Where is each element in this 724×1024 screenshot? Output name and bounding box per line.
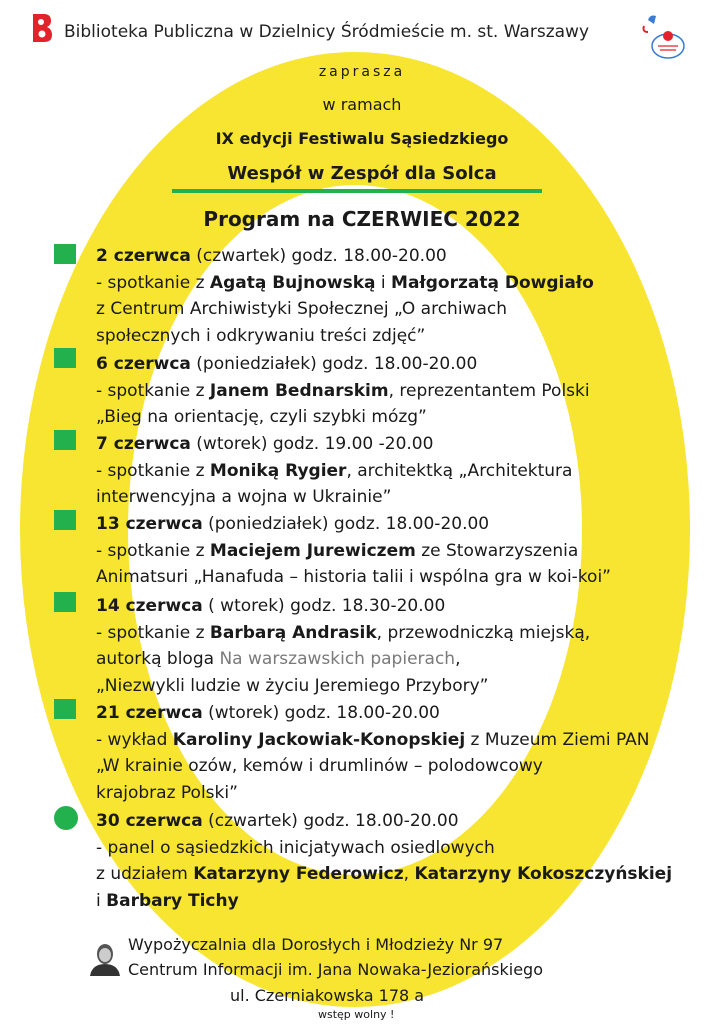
event-heading bbox=[96, 514, 489, 534]
intro-invites: zaprasza bbox=[318, 64, 406, 80]
event-description-line: - spotkanie z Moniką Rygier, architektką „Architektura bbox=[96, 460, 573, 481]
event-date: 30 czerwca bbox=[96, 811, 203, 831]
speaker-name: Barbarą Andrasik bbox=[209, 622, 377, 643]
speaker-name: Janem Bednarskim bbox=[209, 380, 389, 401]
program-title-prefix: Program na bbox=[203, 207, 342, 231]
event-bullet bbox=[54, 592, 76, 612]
event-time: ( wtorek) godz. 18.30-20.00 bbox=[202, 596, 446, 616]
event-date: 13 czerwca bbox=[96, 514, 203, 534]
event-description-line: z Centrum Archiwistyki Społecznej „O archiwach bbox=[96, 299, 507, 319]
event-date: 6 czerwca bbox=[96, 354, 191, 374]
speaker-name: Małgorzatą Dowgiało bbox=[391, 272, 594, 293]
event-time: (wtorek) godz. 19.00 -20.00 bbox=[190, 434, 434, 454]
event-description-line: - spotkanie z Agatą Bujnowską i Małgorzatą Dowgiało bbox=[96, 272, 594, 293]
event-bullet bbox=[54, 510, 76, 530]
event-heading bbox=[96, 703, 440, 723]
speaker-name: Katarzyny Kokoszczyńskiej bbox=[414, 864, 673, 884]
event-heading bbox=[96, 434, 433, 454]
speaker-name: Moniką Rygier bbox=[209, 460, 347, 481]
blog-name: Na warszawskich papierach bbox=[219, 649, 456, 669]
event-description-line: - spotkanie z Janem Bednarskim, reprezentantem Polski bbox=[96, 380, 590, 401]
event-time: (wtorek) godz. 18.00-20.00 bbox=[202, 703, 440, 723]
event-description-line: „W krainie ozów, kemów i drumlinów – polodowcowy bbox=[96, 756, 543, 776]
patron-portrait-icon bbox=[88, 940, 122, 976]
event-description-line: z udziałem Katarzyny Federowicz, Katarzyny Kokoszczyńskiej bbox=[96, 864, 673, 884]
footer-address: ul. Czerniakowska 178 a bbox=[230, 986, 425, 1005]
event-heading bbox=[96, 246, 447, 266]
library-logo-icon bbox=[30, 12, 54, 44]
event-description-line: - wykład Karoliny Jackowiak-Konopskiej z Muzeum Ziemi PAN bbox=[96, 729, 650, 750]
event-description-line: społecznych i odkrywaniu treści zdjęć” bbox=[96, 325, 426, 346]
event-description-line: Animatsuri „Hanafuda – historia talii i wspólna gra w koi-koi” bbox=[96, 567, 611, 587]
event-description-line: i Barbary Tichy bbox=[96, 890, 239, 911]
festival-motto: Wespół w Zespół dla Solca bbox=[227, 163, 497, 184]
speaker-name: Karoliny Jackowiak-Konopskiej bbox=[172, 729, 466, 750]
intro-within: w ramach bbox=[322, 95, 402, 114]
event-bullet bbox=[54, 699, 76, 719]
event-description-line: autorką bloga Na warszawskich papierach, bbox=[96, 649, 461, 669]
speaker-name: Agatą Bujnowską bbox=[209, 272, 376, 293]
event-description-line: „Niezwykli ludzie w życiu Jeremiego Przybory” bbox=[96, 675, 489, 696]
speaker-name: Katarzyny Federowicz bbox=[193, 864, 404, 884]
event-bullet bbox=[54, 244, 76, 264]
event-description-line: „Bieg na orientację, czyli szybki mózg” bbox=[96, 407, 427, 427]
event-bullet bbox=[54, 430, 76, 450]
event-time: (czwartek) godz. 18.00-20.00 bbox=[190, 246, 447, 266]
event-heading bbox=[96, 596, 445, 616]
event-bullet bbox=[54, 348, 76, 368]
event-time: (czwartek) godz. 18.00-20.00 bbox=[202, 811, 459, 831]
program-title-month: CZERWIEC 2022 bbox=[341, 207, 521, 231]
event-date: 14 czerwca bbox=[96, 596, 203, 616]
free-entry-note: wstęp wolny ! bbox=[318, 1008, 395, 1021]
event-description-line: interwencyjna a wojna w Ukrainie” bbox=[96, 487, 392, 507]
program-title bbox=[0, 207, 724, 231]
festival-logo-icon bbox=[640, 12, 688, 62]
footer-center: Centrum Informacji im. Jana Nowaka-Jeziorańskiego bbox=[128, 960, 543, 979]
event-date: 21 czerwca bbox=[96, 703, 203, 723]
event-bullet bbox=[54, 806, 78, 830]
event-time: (poniedziałek) godz. 18.00-20.00 bbox=[202, 514, 490, 534]
event-description-line: - spotkanie z Barbarą Andrasik, przewodniczką miejską, bbox=[96, 622, 591, 643]
green-divider bbox=[172, 189, 542, 193]
event-time: (poniedziałek) godz. 18.00-20.00 bbox=[190, 354, 478, 374]
event-heading bbox=[96, 811, 459, 831]
library-name: Biblioteka Publiczna w Dzielnicy Śródmieście m. st. Warszawy bbox=[64, 22, 589, 42]
footer-branch: Wypożyczalnia dla Dorosłych i Młodzieży Nr 97 bbox=[128, 935, 504, 954]
event-description-line: - panel o sąsiedzkich inicjatywach osiedlowych bbox=[96, 837, 495, 858]
event-heading bbox=[96, 354, 477, 374]
event-description-line: - spotkanie z Maciejem Jurewiczem ze Stowarzyszenia bbox=[96, 540, 579, 561]
festival-edition: IX edycji Festiwalu Sąsiedzkiego bbox=[215, 129, 509, 148]
event-date: 2 czerwca bbox=[96, 246, 191, 266]
event-date: 7 czerwca bbox=[96, 434, 191, 454]
speaker-name: Maciejem Jurewiczem bbox=[209, 540, 416, 561]
event-description-line: krajobraz Polski” bbox=[96, 782, 238, 803]
speaker-name: Barbary Tichy bbox=[106, 890, 239, 911]
